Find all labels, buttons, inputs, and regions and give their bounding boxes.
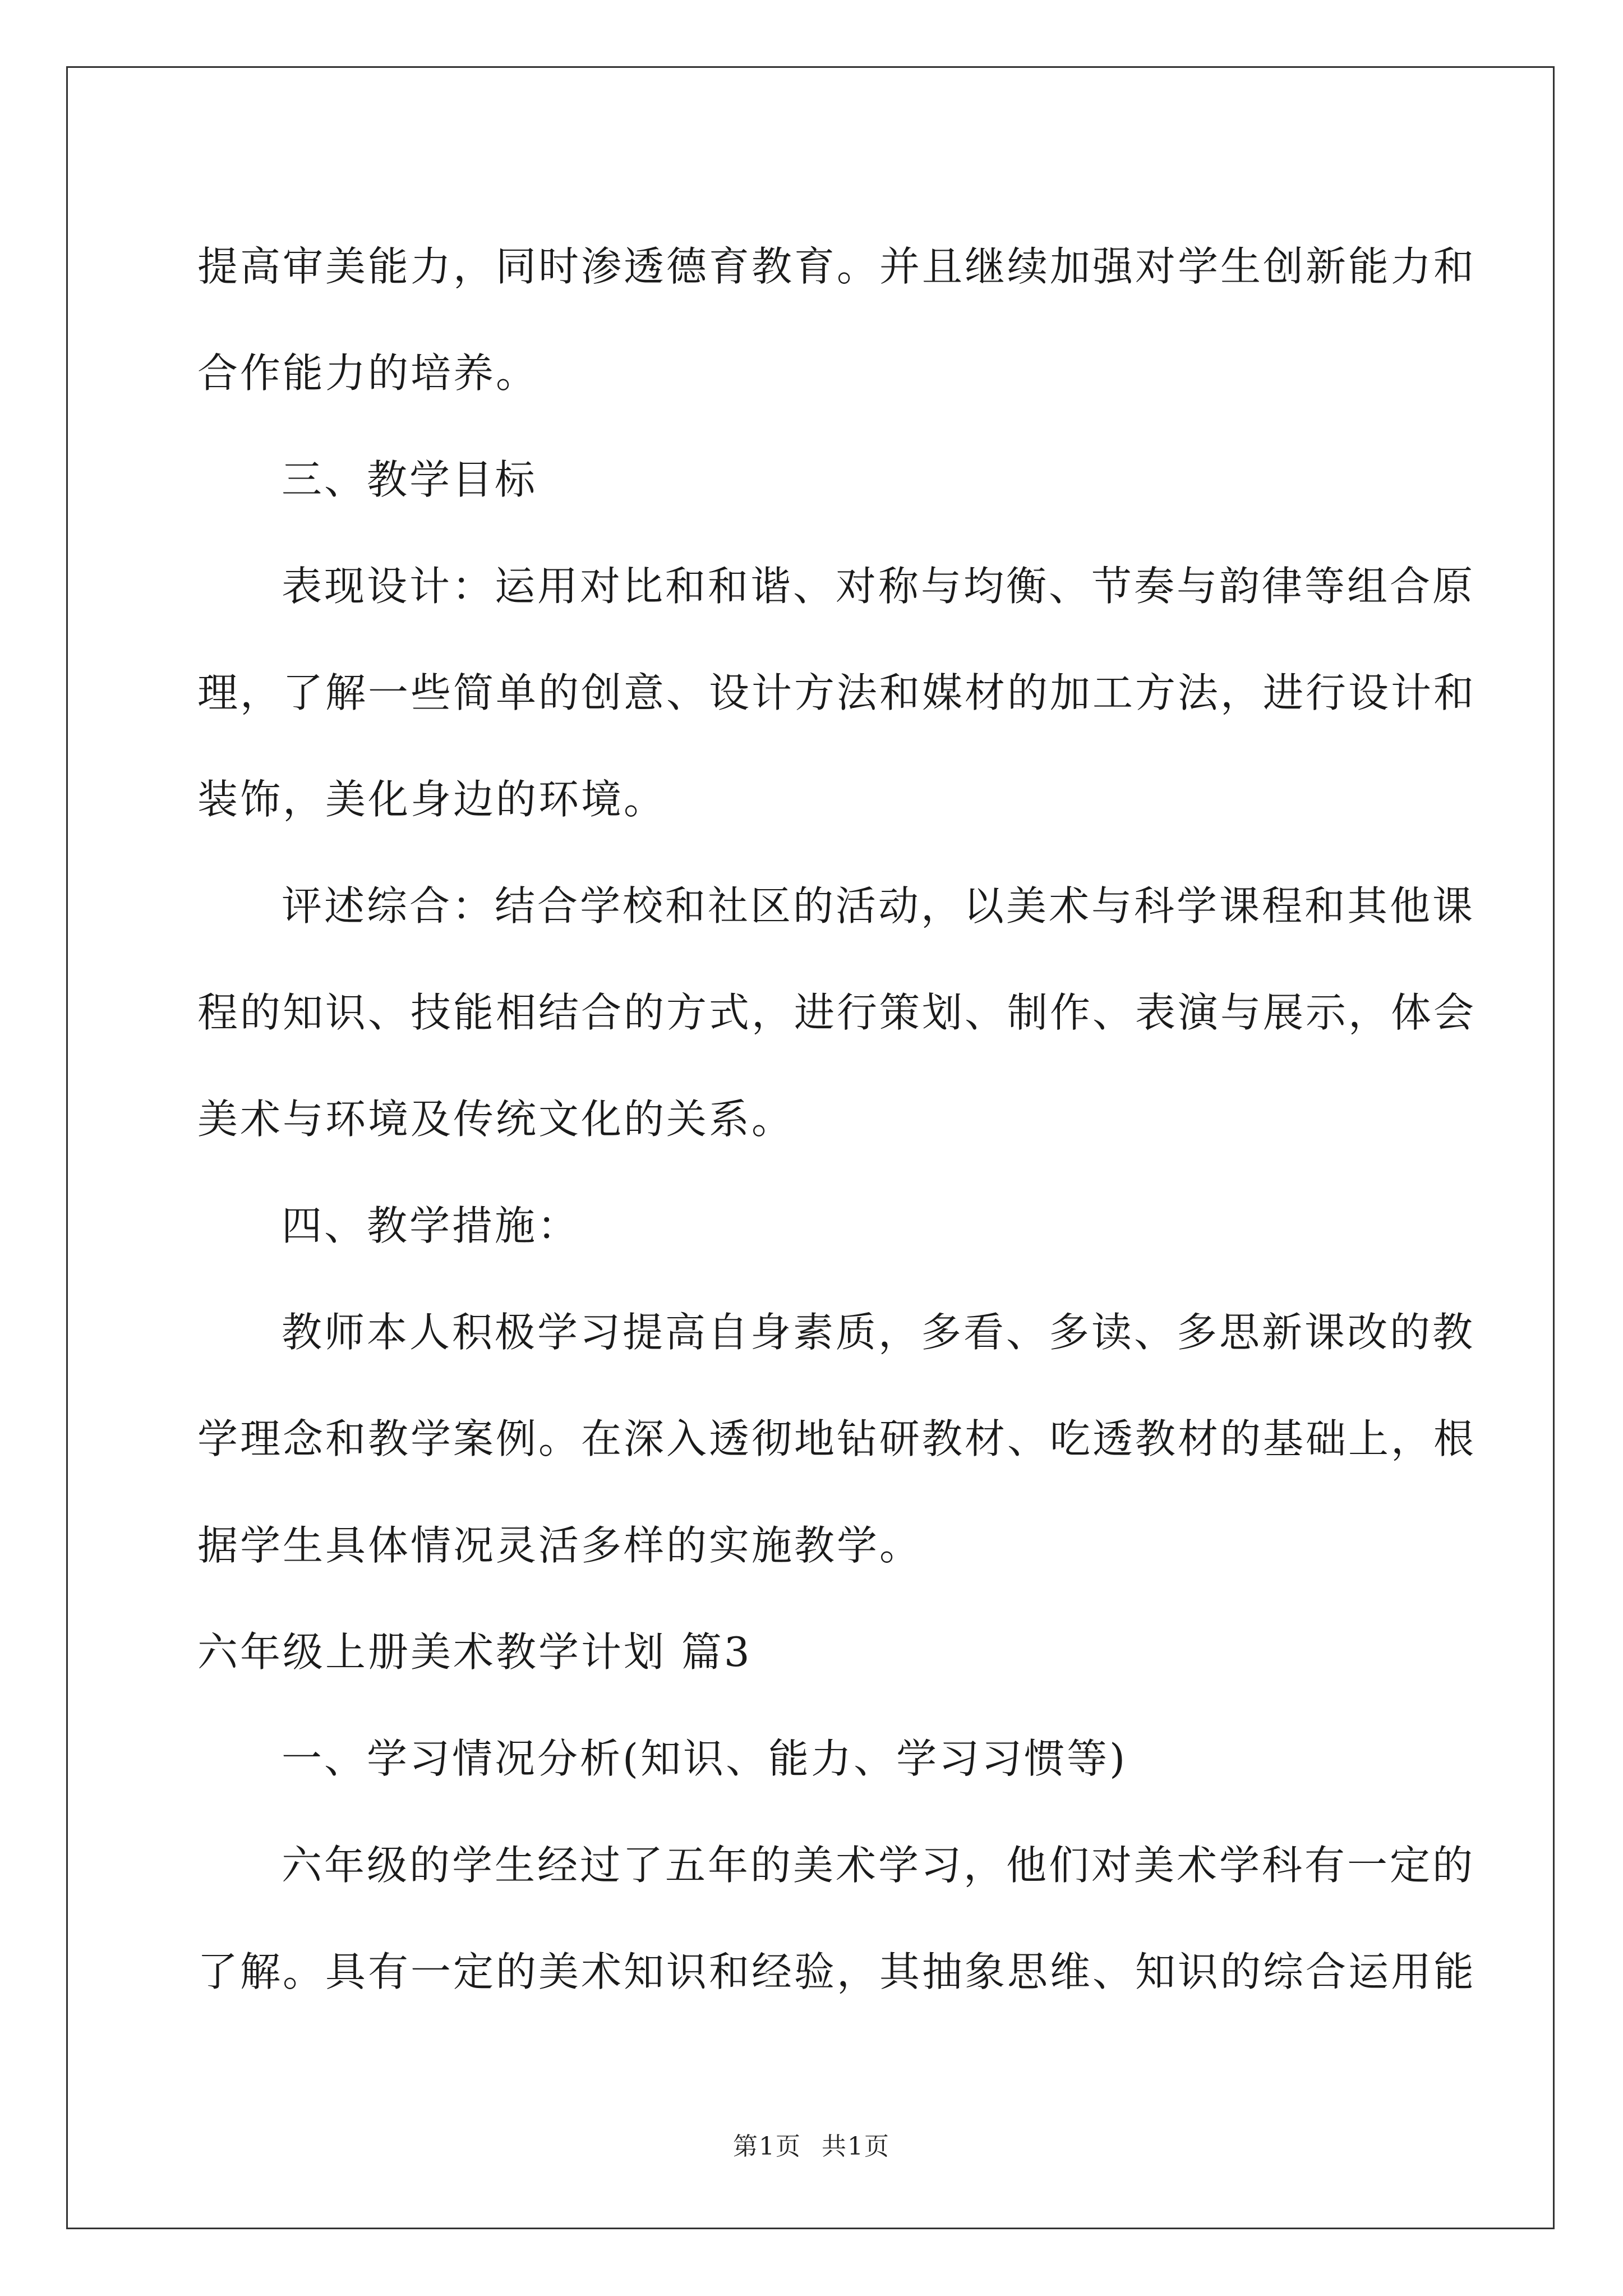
page-number: 第1页	[733, 2132, 801, 2161]
text-line: 据学生具体情况灵活多样的实施教学。	[197, 1522, 923, 1569]
document-body	[197, 213, 1477, 2025]
text-line: 了解。具有一定的美术知识和经验，其抽象思维、知识的综合运用能	[197, 1948, 1477, 1995]
article-title: 六年级上册美术教学计划 篇3	[197, 1628, 752, 1676]
section-heading: 一、学习情况分析(知识、能力、学习习惯等)	[282, 1735, 1128, 1782]
text-line: 评述综合：结合学校和社区的活动，以美术与科学课程和其他课	[282, 882, 1476, 930]
text-line: 装饰，美化身边的环境。	[197, 776, 667, 823]
text-line: 六年级的学生经过了五年的美术学习，他们对美术学科有一定的	[282, 1842, 1476, 1889]
text-line: 表现设计：运用对比和和谐、对称与均衡、节奏与韵律等组合原	[282, 563, 1476, 610]
text-line: 程的知识、技能相结合的方式，进行策划、制作、表演与展示，体会	[197, 989, 1477, 1036]
page-footer	[0, 2126, 1623, 2162]
text-line: 提高审美能力，同时渗透德育教育。并且继续加强对学生创新能力和	[197, 243, 1477, 290]
text-line: 合作能力的培养。	[197, 349, 539, 397]
text-line: 学理念和教学案例。在深入透彻地钻研教材、吃透教材的基础上，根	[197, 1415, 1477, 1462]
text-line: 教师本人积极学习提高自身素质，多看、多读、多思新课改的教	[282, 1309, 1476, 1356]
text-line: 理，了解一些简单的创意、设计方法和媒材的加工方法，进行设计和	[197, 669, 1477, 716]
section-heading: 三、教学目标	[282, 456, 538, 503]
text-line: 美术与环境及传统文化的关系。	[197, 1096, 795, 1143]
section-heading: 四、教学措施：	[282, 1202, 580, 1249]
page-total: 共1页	[822, 2132, 890, 2161]
